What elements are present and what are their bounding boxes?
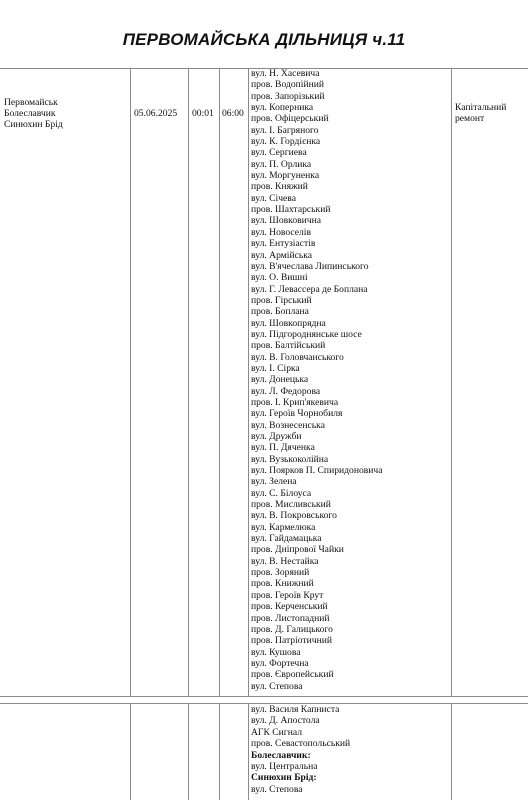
- street-item: вул. Степова: [251, 783, 303, 795]
- street-item: вул. Гайдамацька: [251, 533, 322, 545]
- street-item: вул. Моргуненка: [251, 170, 320, 182]
- area-cell: [4, 97, 128, 130]
- street-item: вул. П. Орлика: [251, 158, 312, 170]
- street-item: пров. Д. Галицького: [251, 623, 333, 635]
- settlement-heading: Синюхин Брід:: [251, 772, 317, 784]
- table-col-border: [451, 703, 452, 800]
- work-type-line: ремонт: [455, 113, 485, 124]
- street-item: вул. Степова: [251, 680, 303, 692]
- street-item: вул. Г. Левассера де Боплана: [251, 283, 368, 295]
- street-item: вул. В. Покровського: [251, 510, 337, 522]
- street-item: пров. І. Крип'якевича: [251, 396, 339, 408]
- street-item: вул. П. Дяченка: [251, 442, 315, 454]
- street-item: вул. Сергиева: [251, 147, 307, 159]
- work-type-line: Капітальний: [455, 102, 507, 113]
- street-item: вул. Донецька: [251, 374, 309, 386]
- street-item: вул. Кармелюка: [251, 521, 316, 533]
- street-item: вул. Н. Хасевича: [251, 68, 320, 79]
- street-item: пров. Зоряний: [251, 567, 310, 579]
- date-cell: 05.06.2025: [134, 108, 178, 119]
- street-item: вул. Шовковична: [251, 215, 322, 227]
- street-item: пров. Героїв Крут: [251, 589, 324, 601]
- street-item: АГК Сигнал: [251, 726, 303, 738]
- table-col-border: [248, 703, 249, 800]
- street-item: вул. Фортечна: [251, 657, 309, 669]
- street-item: вул. Василя Капниста: [251, 704, 340, 715]
- street-item: вул. С. Білоуса: [251, 487, 312, 499]
- street-item: пров. Водопійний: [251, 79, 324, 91]
- street-item: вул. І. Багряного: [251, 124, 319, 136]
- street-item: вул. Вузькоколійна: [251, 453, 329, 465]
- time-end-cell: 06:00: [222, 108, 244, 119]
- street-list-continued: [251, 704, 350, 795]
- area-line: Болеславчик: [4, 108, 56, 119]
- time-start-cell: 00:01: [192, 108, 214, 119]
- street-item: вул. Зелена: [251, 476, 297, 488]
- street-item: вул. Січева: [251, 192, 296, 204]
- table-col-border: [451, 68, 452, 696]
- street-item: вул. Підгороднянське шосе: [251, 328, 362, 340]
- street-item: пров. Європейський: [251, 669, 334, 681]
- street-item: вул. В. Головчанського: [251, 351, 344, 363]
- street-list: [251, 68, 383, 692]
- street-item: вул. Армійська: [251, 249, 313, 261]
- table-row-separator: [0, 696, 528, 697]
- table-col-border: [248, 68, 249, 696]
- street-item: пров. Дніпрової Чайки: [251, 544, 344, 556]
- street-item: вул. І. Сірка: [251, 362, 300, 374]
- street-item: пров. Запорізький: [251, 90, 325, 102]
- area-line: Синюхин Брід: [4, 119, 63, 130]
- table-col-border: [219, 703, 220, 800]
- table-col-border: [130, 703, 131, 800]
- table-col-border: [188, 703, 189, 800]
- street-item: вул. Ентузіастів: [251, 238, 316, 250]
- street-item: вул. В'ячеслава Липинського: [251, 260, 369, 272]
- street-item: вул. Новоселів: [251, 226, 312, 238]
- street-item: пров. Книжний: [251, 578, 314, 590]
- street-item: пров. Офіцерський: [251, 113, 329, 125]
- street-item: пров. Балтійський: [251, 340, 326, 352]
- street-item: пров. Мисливський: [251, 499, 331, 511]
- table-col-border: [130, 68, 131, 696]
- work-type-cell: [455, 102, 525, 124]
- street-item: пров. Листопадний: [251, 612, 330, 624]
- table-col-border: [219, 68, 220, 696]
- settlement-heading: Болеславчик:: [251, 749, 311, 761]
- street-item: пров. Шахтарський: [251, 204, 331, 216]
- street-item: пров. Керченський: [251, 601, 328, 613]
- street-item: вул. Поярков П. Спиридоновича: [251, 465, 383, 477]
- area-line: Первомайськ: [4, 97, 58, 108]
- table-col-border: [188, 68, 189, 696]
- street-item: вул. К. Гордієнка: [251, 136, 321, 148]
- street-item: вул. Дружби: [251, 431, 302, 442]
- street-item: пров. Княжий: [251, 181, 308, 193]
- street-item: вул. Центральна: [251, 760, 318, 772]
- street-item: пров. Гірський: [251, 294, 312, 306]
- street-item: пров. Патріотичний: [251, 635, 332, 647]
- page-title: ПЕРВОМАЙСЬКА ДІЛЬНИЦЯ ч.11: [122, 30, 406, 49]
- street-item: пров. Севастопольський: [251, 738, 351, 750]
- street-item: вул. В. Нестайка: [251, 555, 319, 567]
- street-item: вул. Вознесенська: [251, 419, 325, 431]
- street-item: вул. Кушова: [251, 646, 301, 658]
- street-item: вул. Героїв Чорнобиля: [251, 408, 343, 420]
- street-item: вул. Шовкопрядна: [251, 317, 326, 329]
- street-item: вул. Коперника: [251, 102, 314, 114]
- street-item: вул. Л. Федорова: [251, 385, 321, 397]
- street-item: пров. Боплана: [251, 306, 309, 318]
- street-item: вул. О. Вишні: [251, 272, 308, 284]
- street-item: вул. Д. Апостола: [251, 715, 320, 727]
